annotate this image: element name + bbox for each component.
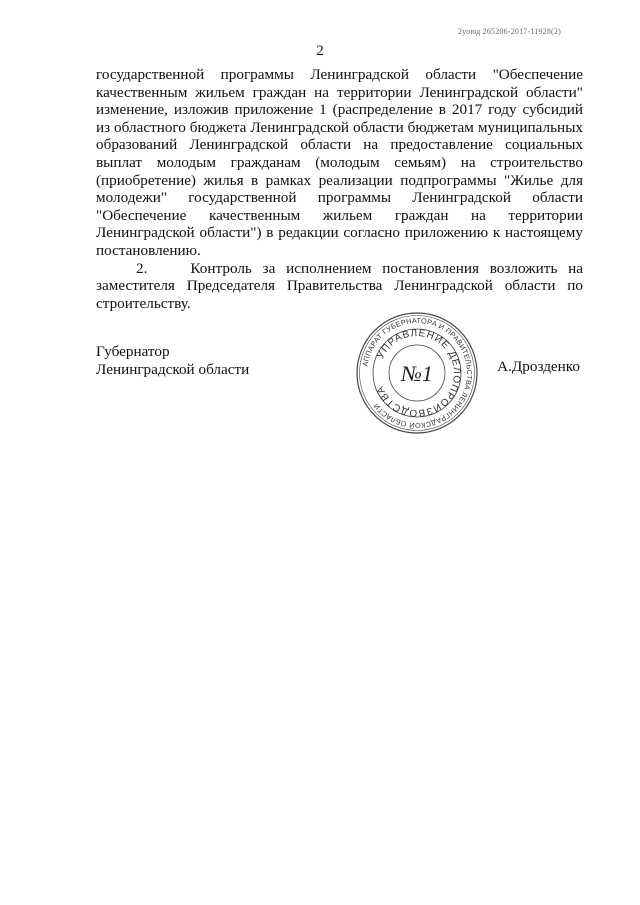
document-id: 2уоюд 265206-2017-11928(2)	[457, 27, 561, 36]
seal-number: №1	[401, 361, 433, 386]
signatory-name: А.Дрозденко	[497, 358, 580, 375]
seal-inner-text: УПРАВЛЕНИЕ ДЕЛОПРОИЗВОДСТВА	[374, 327, 463, 419]
signatory-title	[96, 343, 249, 379]
paragraph-1: государственной программы Ленинградской области "Обеспечение качественным жильем граждан на территории Ленинградской области" изменение, изложив приложение 1 (распределение в 2017 году субсидий из областного бюджета Ленинградской области бюджетам муниципальных образований Ленинградской области на предоставление социальных выплат молодым гражданам (молодым семьям) на строительство (приобретение) жилья в рамках реализации подпрограммы "Жилье для молодежи" государственной программы Ленинградской области "Обеспечение качественным жильем граждан на территории Ленинградской области") в редакции согласно приложению к настоящему постановлению.	[96, 66, 583, 259]
seal-outer-text: АППАРАТ ГУБЕРНАТОРА И ПРАВИТЕЛЬСТВА ЛЕНИНГРАДСКОЙ ОБЛАСТИ	[360, 315, 475, 431]
signatory-title-line-1: Губернатор	[96, 343, 170, 360]
page-number: 2	[316, 43, 324, 59]
paragraph-2: 2. Контроль за исполнением постановления возложить на заместителя Председателя Правительства Ленинградской области по строительству.	[96, 259, 583, 312]
official-seal	[354, 310, 480, 436]
document-body	[96, 66, 583, 312]
signatory-title-line-2: Ленинградской области	[96, 361, 250, 378]
